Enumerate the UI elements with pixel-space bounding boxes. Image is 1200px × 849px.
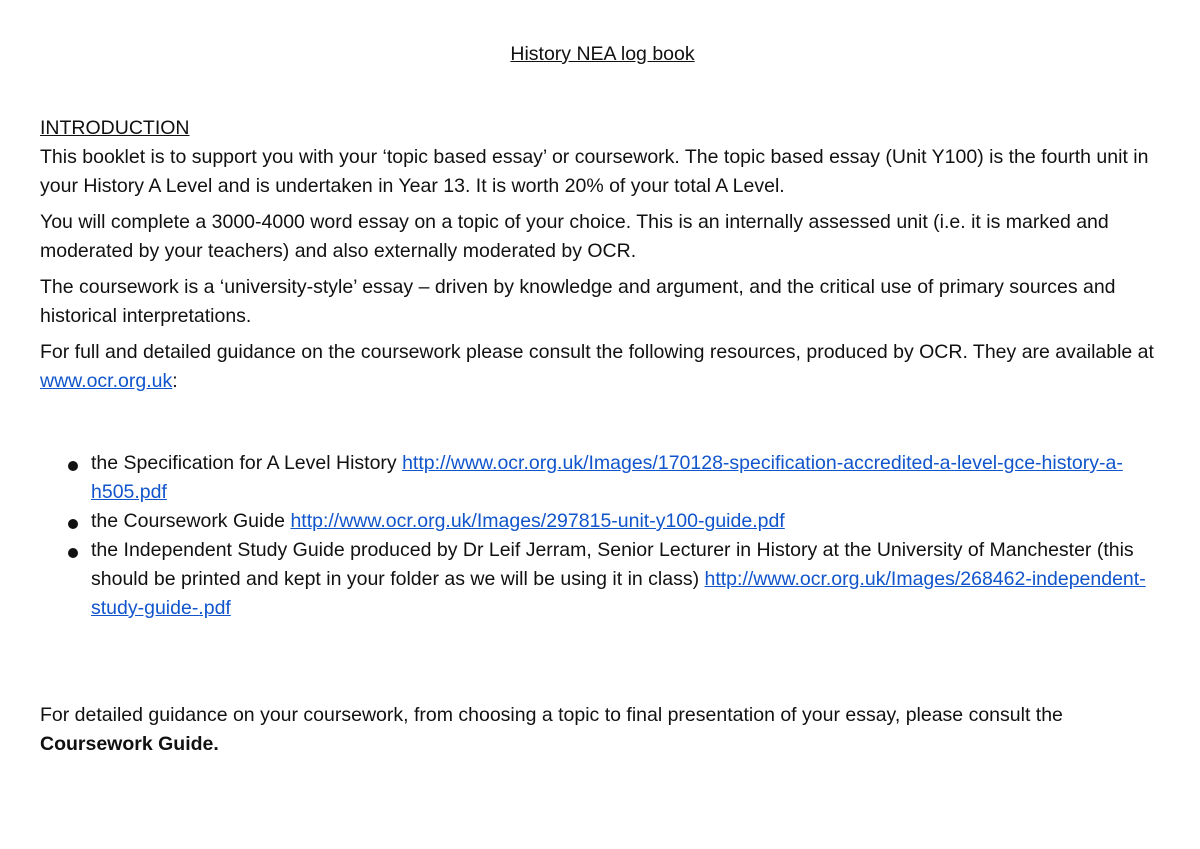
resource-text: the Coursework Guide: [91, 510, 291, 532]
final-text: For detailed guidance on your coursework, from choosing a topic to final presentation of your essay, please consult the: [40, 704, 1063, 726]
ocr-website-link[interactable]: www.ocr.org.uk: [40, 370, 173, 392]
coursework-guide-link[interactable]: http://www.ocr.org.uk/Images/297815-unit-y100-guide.pdf: [290, 510, 785, 532]
section-heading: INTRODUCTION: [40, 117, 190, 139]
intro-paragraph-2: You will complete a 3000-4000 word essay on a topic of your choice. This is an internally assessed unit (i.e. it is marked and moderated by your teachers) and also externally moderated by OCR.: [40, 211, 1109, 262]
bullet-icon: [68, 461, 78, 471]
guidance-text: For full and detailed guidance on the coursework please consult the following resources, produced by OCR. They are available at: [40, 341, 1154, 363]
bullet-icon: [68, 519, 78, 529]
intro-paragraph-3: The coursework is a ‘university-style’ essay – driven by knowledge and argument, and the critical use of primary sources and historical interpretations.: [40, 276, 1116, 327]
list-item: [40, 536, 1165, 623]
intro-paragraph-1: This booklet is to support you with your ‘topic based essay’ or coursework. The topic based essay (Unit Y100) is the fourth unit in your History A Level and is undertaken in Year 13. It is worth 20% of your total A Level.: [40, 146, 1149, 197]
resource-text: the Independent Study Guide produced by Dr Leif Jerram, Senior Lecturer in History at the University of Manchester (this should be printed and kept in your folder as we will be using it in class): [91, 539, 1134, 590]
coursework-guide-bold: Coursework Guide.: [40, 733, 219, 755]
guidance-suffix: :: [172, 370, 178, 392]
resource-text: the Specification for A Level History: [91, 452, 403, 474]
resources-list: [40, 449, 1165, 623]
guidance-paragraph: [40, 338, 1165, 396]
final-paragraph: [40, 701, 1165, 759]
document-title: History NEA log book: [510, 43, 695, 65]
document-page: [40, 40, 1165, 766]
list-item: [40, 449, 1165, 507]
bullet-icon: [68, 548, 78, 558]
study-guide-link[interactable]: http://www.ocr.org.uk/Images/268462-independent-study-guide-.pdf: [91, 568, 1146, 619]
specification-link[interactable]: http://www.ocr.org.uk/Images/170128-specification-accredited-a-level-gce-history-a-h505.pdf: [91, 452, 1123, 503]
list-item: [40, 507, 1165, 536]
